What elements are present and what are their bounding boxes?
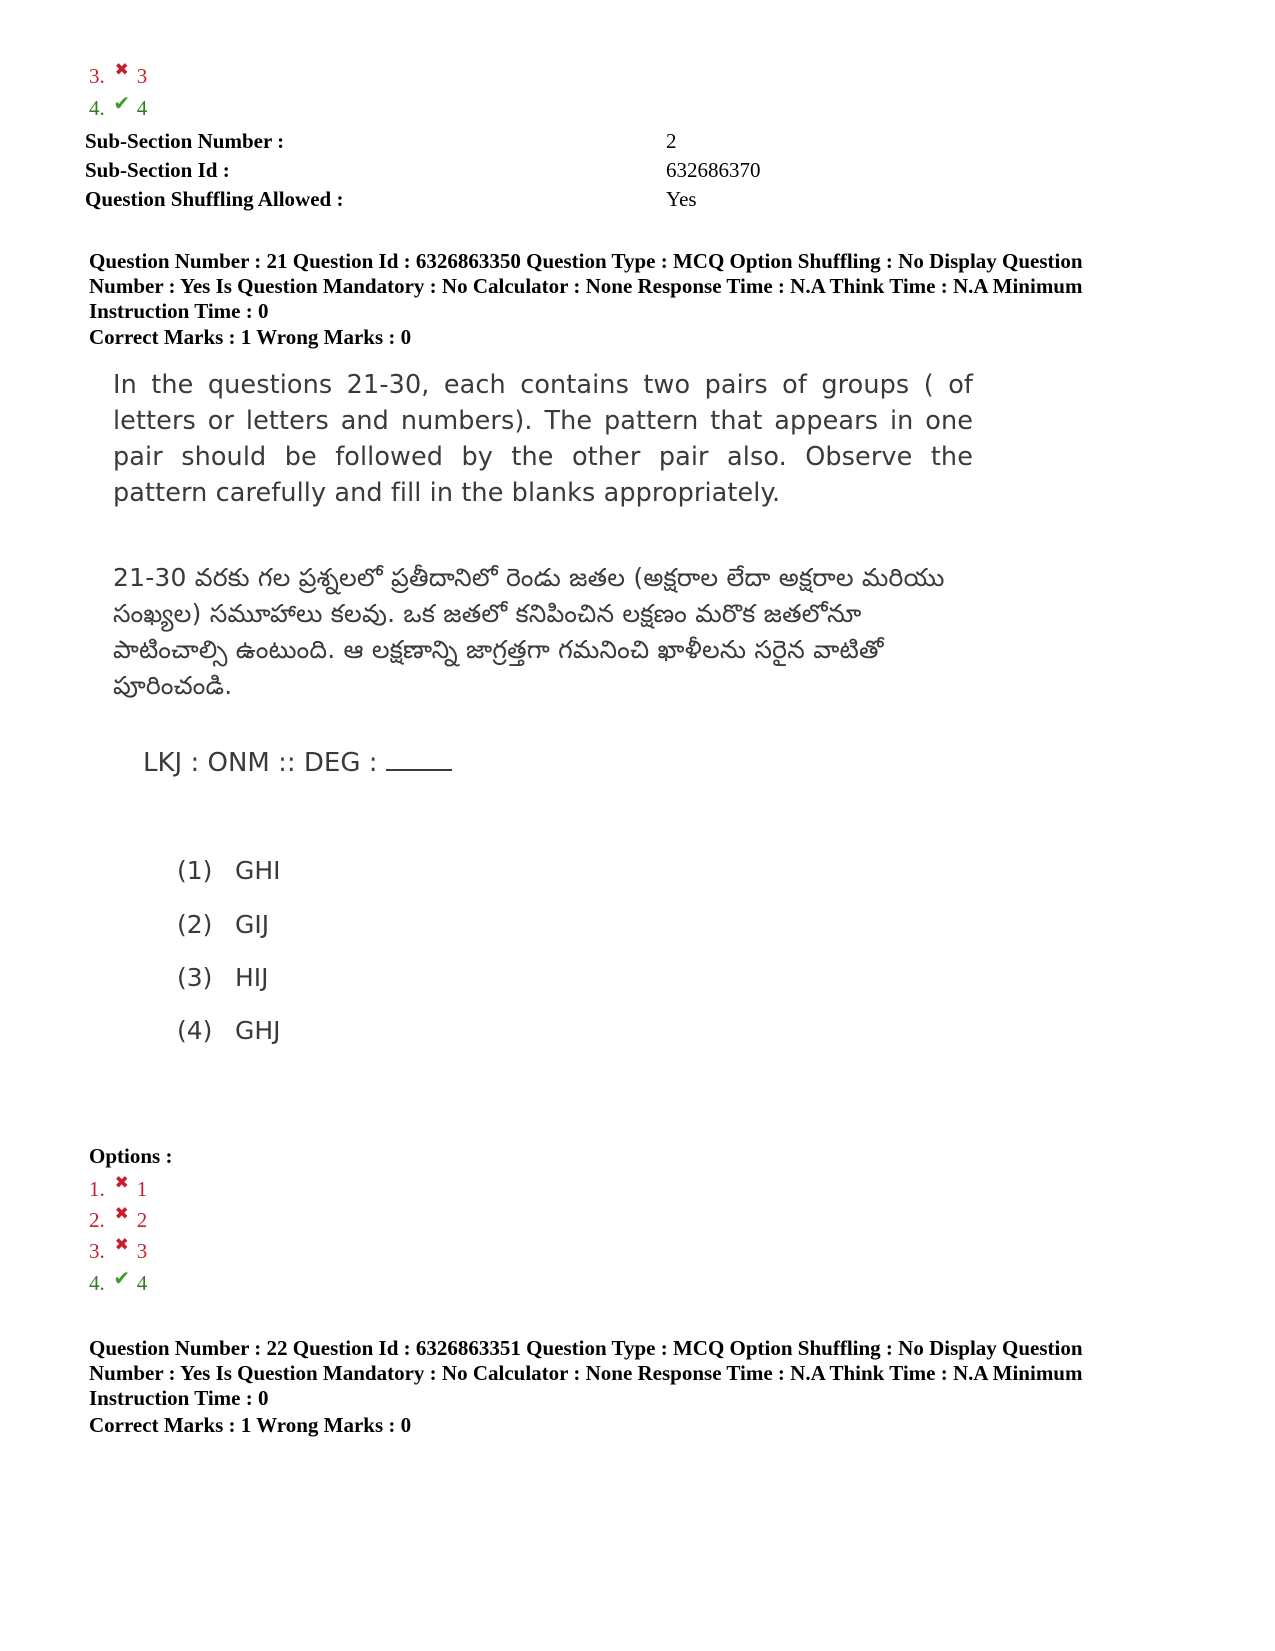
choice-number: (3) [177, 963, 213, 992]
choice-number: (1) [177, 856, 213, 885]
question-21-choice-3 [177, 963, 269, 992]
option-3 [89, 1235, 148, 1263]
question-21-choice-1 [177, 856, 281, 885]
option-number: 4. [89, 96, 105, 120]
question-21-analogy [143, 748, 452, 778]
choice-number: (4) [177, 1016, 213, 1045]
question-21-choice-4 [177, 1016, 281, 1045]
subsection-number-label: Sub-Section Number : [85, 129, 285, 153]
option-value: 2 [136, 1208, 148, 1232]
subsection-id-label: Sub-Section Id : [85, 158, 230, 182]
question-shuffling-value: Yes [666, 187, 697, 211]
question-21-choice-2 [177, 910, 269, 939]
subsection-id-value: 632686370 [666, 158, 761, 182]
choice-text: GHJ [235, 1016, 281, 1045]
subsection-number-value: 2 [666, 129, 677, 153]
choice-text: GIJ [235, 910, 270, 939]
prev-option-4 [89, 91, 148, 120]
option-value: 1 [136, 1177, 148, 1201]
choice-number: (2) [177, 910, 213, 939]
option-4 [89, 1266, 148, 1295]
option-1 [89, 1173, 148, 1201]
prev-option-3 [89, 60, 148, 88]
question-22-marks: Correct Marks : 1 Wrong Marks : 0 [89, 1413, 412, 1437]
question-22-header: Question Number : 22 Question Id : 6326863351 Question Type : MCQ Option Shuffling : No Display Question Number : Yes Is Question Mandatory : No Calculator : None Response Time : N.A Think Time : N.A Minimum Instruction Time : 0 [89, 1336, 1083, 1410]
option-value: 4 [136, 1271, 148, 1295]
choice-text: GHI [235, 856, 281, 885]
question-21-header: Question Number : 21 Question Id : 6326863350 Question Type : MCQ Option Shuffling : No Display Question Number : Yes Is Question Mandatory : No Calculator : None Response Time : N.A Think Time : N.A Minimum Instruction Time : 0 [89, 249, 1083, 323]
option-value: 3 [136, 64, 148, 88]
option-number: 4. [89, 1271, 105, 1295]
cross-icon: ✖ [114, 1235, 129, 1255]
question-21-marks: Correct Marks : 1 Wrong Marks : 0 [89, 325, 412, 349]
cross-icon: ✖ [114, 1204, 129, 1224]
option-2 [89, 1204, 148, 1232]
option-value: 3 [136, 1239, 148, 1263]
check-icon: ✔ [113, 1266, 131, 1290]
option-number: 3. [89, 64, 105, 88]
question-shuffling-label: Question Shuffling Allowed : [85, 187, 344, 211]
check-icon: ✔ [113, 91, 131, 115]
cross-icon: ✖ [114, 60, 129, 80]
option-number: 3. [89, 1239, 105, 1263]
analogy-text: LKJ : ONM :: DEG : [143, 748, 378, 778]
cross-icon: ✖ [114, 1173, 129, 1193]
choice-text: HIJ [235, 963, 269, 992]
option-number: 2. [89, 1208, 105, 1232]
answer-blank [386, 749, 452, 771]
question-21-instruction-telugu: 21-30 వరకు గల ప్రశ్నలలో ప్రతీదానిలో రెండు జతల (అక్షరాల లేదా అక్షరాల మరియు సంఖ్యల) సమూహాలు కలవు. ఒక జతలో కనిపించిన లక్షణం మరొక జతలోనూ పాటించాల్సి ఉంటుంది. ఆ లక్షణాన్ని జాగ్రత్తగా గమనించి ఖాళీలను సరైన వాటితో పూరించండి. [113, 563, 945, 700]
options-label: Options : [89, 1144, 173, 1168]
option-value: 4 [136, 96, 148, 120]
option-number: 1. [89, 1177, 105, 1201]
question-21-instruction-english: In the questions 21-30, each contains two pairs of groups ( of letters or letters and numbers). The pattern that appears in one pair should be followed by the other pair also. Observe the pattern carefully and fill in the blanks appropriately. [113, 370, 973, 508]
